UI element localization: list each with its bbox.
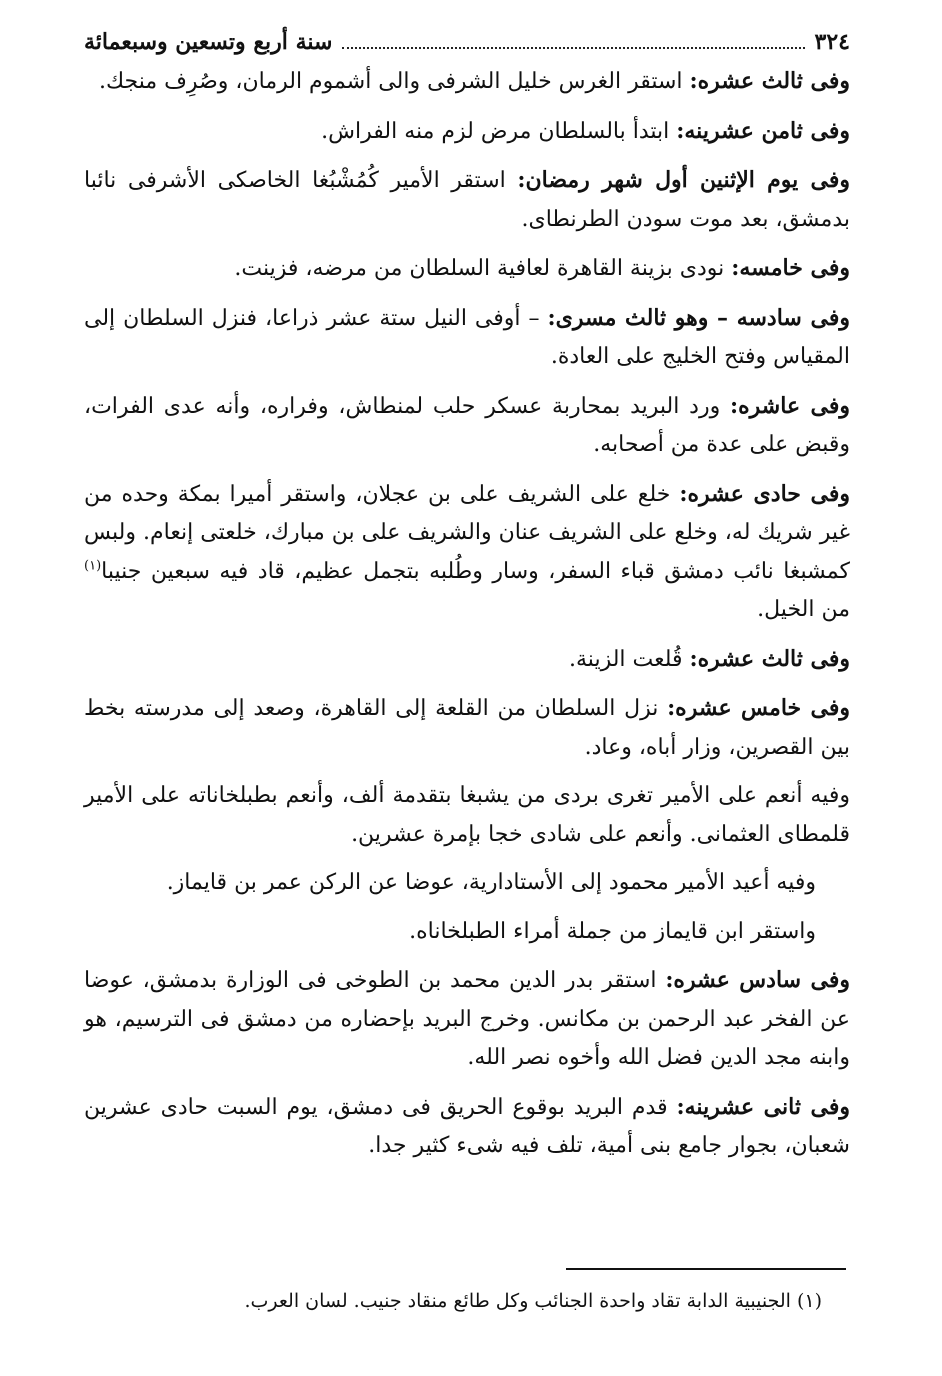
paragraph-text: استقر الأمير كُمُشْبُغا الخاصكى الأشرفى نائبا بدمشق، بعد موت سودن الطرنطاى.: [84, 168, 850, 232]
paragraph: [84, 864, 850, 903]
paragraph: [84, 387, 850, 465]
paragraph: [84, 961, 850, 1078]
footnote-reference[interactable]: (١): [84, 558, 102, 574]
paragraph-text: قدم البريد بوقوع الحريق فى دمشق، يوم السبت حادى عشرين شعبان، بجوار جامع بنى أمية، تلف فيه شىء كثير جدا.: [84, 1094, 850, 1158]
paragraph: [84, 62, 850, 102]
paragraph-text: واستقر ابن قايماز من جملة أمراء الطبلخاناه.: [409, 918, 816, 944]
running-title: سنة أربع وتسعين وسبعمائة: [84, 29, 333, 55]
page-header: [84, 26, 850, 60]
footnote: (١) الجنيبية الدابة تقاد واحدة الجنائب وكل طائع منقاد جنيب. لسان العرب.: [244, 1290, 822, 1312]
paragraph: [84, 777, 850, 854]
paragraph-date-lead: وفى ثالث عشره:: [689, 68, 850, 94]
footnote-rule: [566, 1268, 846, 1270]
paragraph-date-lead: وفى حادى عشره:: [679, 480, 850, 507]
paragraph-text: قُلعت الزينة.: [569, 646, 690, 672]
paragraph-text: استقر بدر الدين محمد بن الطوخى فى الوزارة بدمشق، عوضا عن الفخر عبد الرحمن بن مكانس. وخرج البريد بإحضاره من دمشق فى الترسيم، هو وابنه مجد الدين فضل الله وأخوه نصر الله.: [84, 968, 850, 1070]
paragraph-date-lead: وفى خامس عشره:: [667, 695, 850, 721]
paragraph: [84, 913, 850, 952]
paragraph-text: استقر الغرس خليل الشرفى والى أشموم الرمان، وصُرِف منجك.: [98, 69, 690, 94]
paragraph: [84, 640, 850, 680]
paragraph-date-lead: وفى سادسه – وهو ثالث مسرى:: [547, 304, 850, 331]
paragraph-date-lead: وفى سادس عشره:: [665, 967, 850, 993]
paragraph: [84, 161, 850, 239]
paragraph-date-lead: وفى ثامن عشرينه:: [676, 117, 850, 144]
paragraph: [84, 112, 850, 152]
paragraph-date-lead: وفى خامسه:: [731, 255, 850, 281]
paragraph-date-lead: وفى ثانى عشرينه:: [676, 1093, 850, 1120]
page-number: ٣٢٤: [814, 29, 850, 55]
paragraph-date-lead: وفى عاشره:: [730, 392, 851, 419]
paragraph-text: وفيه أعيد الأمير محمود إلى الأستادارية، عوضا عن الركن عمر بن قايماز.: [166, 870, 816, 895]
paragraph-text: ورد البريد بمحاربة عسكر حلب لمنطاش، وفراره، وأنه عدى الفرات، وقبض على عدة من أصحابه.: [84, 393, 850, 457]
paragraph: [84, 475, 850, 630]
paragraph: [84, 249, 850, 289]
paragraph-date-lead: وفى ثالث عشره:: [689, 645, 850, 672]
body-text: [84, 62, 850, 1166]
paragraph-text: نودى بزينة القاهرة لعافية السلطان من مرضه، فزينت.: [234, 256, 732, 281]
paragraph: [84, 299, 850, 377]
header-dots: [342, 47, 804, 49]
paragraph-text: نزل السلطان من القلعة إلى القاهرة، وصعد إلى مدرسته بخط بين القصرين، وزار أباه، وعاد.: [84, 696, 850, 760]
paragraph-text-continued: من الخيل.: [757, 597, 850, 622]
paragraph-text: خلع على الشريف على بن عجلان، واستقر أميرا بمكة وحده من غير شريك له، وخلع على الشريف عنان والشريف على بن مبارك، خلعتى إنعام. ولبس كمشبغا نائب دمشق قباء السفر، وسار وطُلبه بتجمل عظيم، قاد فيه سبعين جنيبا: [84, 481, 850, 584]
paragraph-text: – أوفى النيل ستة عشر ذراعا، فنزل السلطان إلى المقياس وفتح الخليج على العادة.: [84, 305, 850, 369]
paragraph-text: ابتدأ بالسلطان مرض لزم منه الفراش.: [321, 118, 677, 144]
paragraph: [84, 689, 850, 767]
paragraph-text: وفيه أنعم على الأمير تغرى بردى من يشبغا بتقدمة ألف، وأنعم بطبلخاناته على الأمير قلمطاى العثمانى. وأنعم على شادى خجا بإمرة عشرين.: [84, 783, 850, 847]
paragraph: [84, 1088, 850, 1166]
paragraph-date-lead: وفى يوم الإثنين أول شهر رمضان:: [517, 167, 850, 193]
